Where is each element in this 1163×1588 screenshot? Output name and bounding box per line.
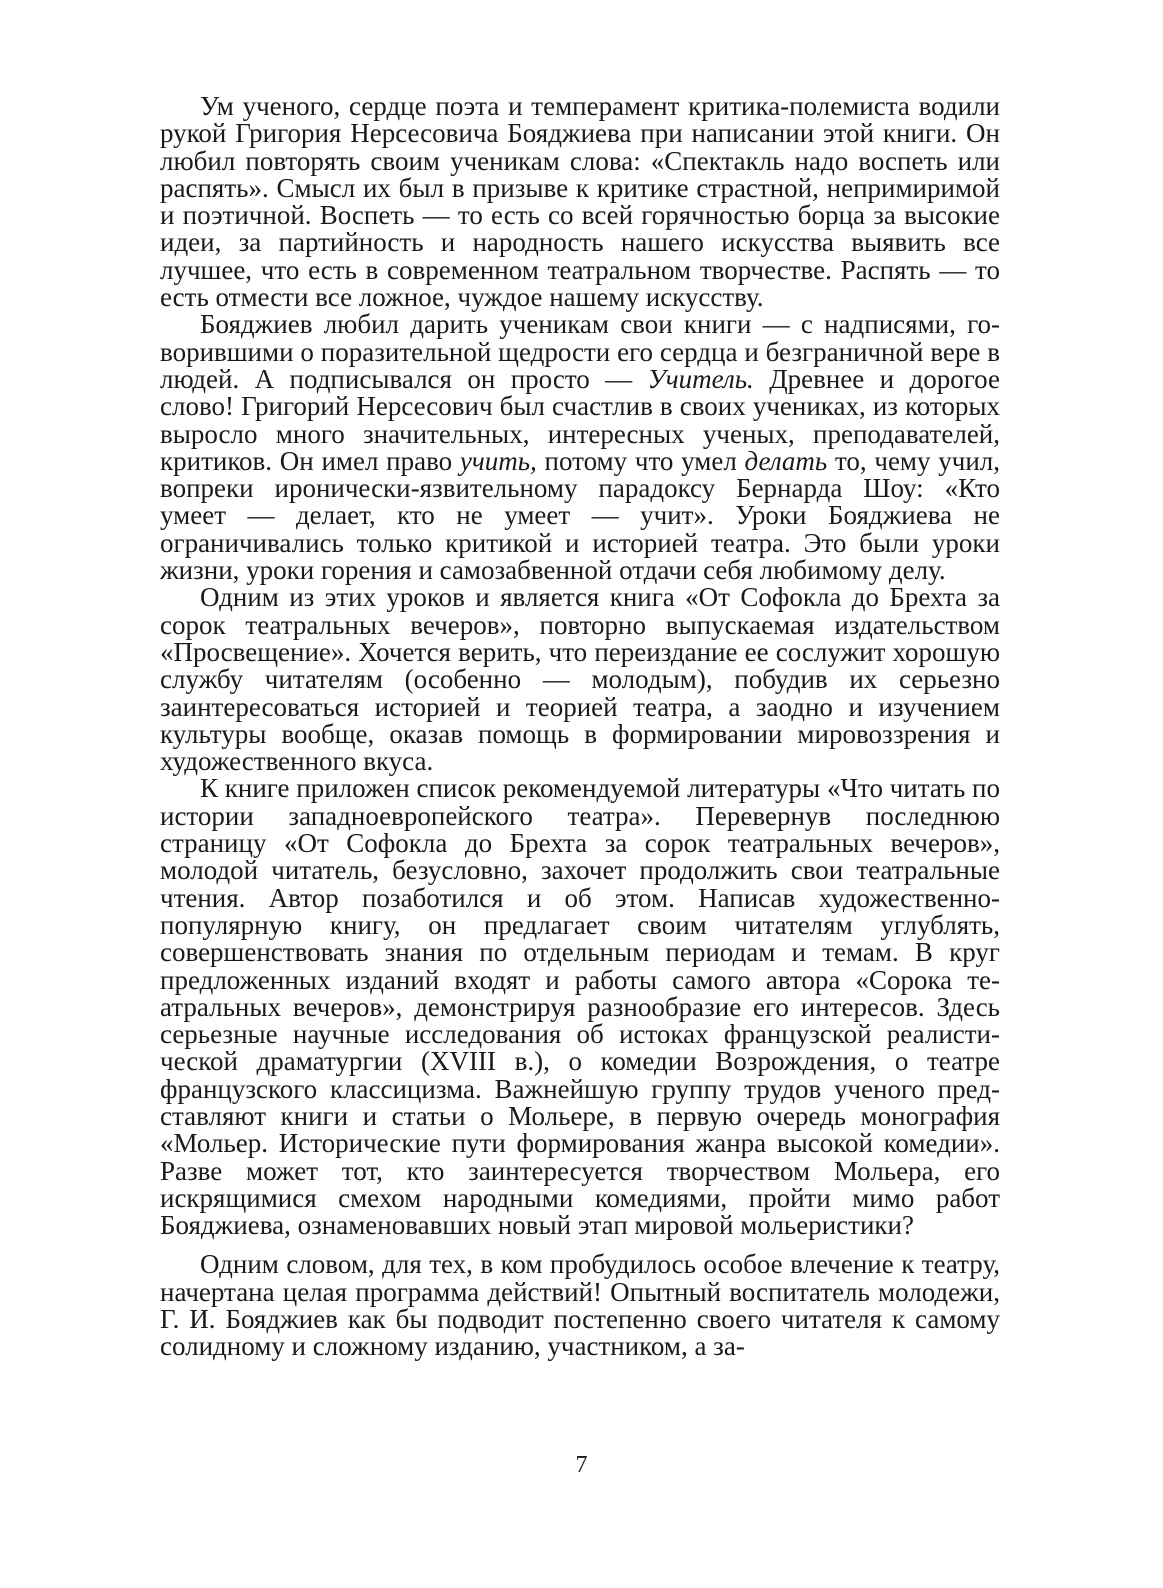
paragraph	[160, 775, 1000, 1239]
paragraph-text: Одним из этих уроков и является книга «От Софокла до Брехта за сорок театральных вечеров», повторно выпускаемая издательством «Просвещение». Хочется верить, что переиздание ее сослужит хорошую службу читателям (особенно — молодым), побудив их серьезно заинтересоваться историей и теорией театра, а заодно и изучением культуры вообще, оказав помощь в формировании мировоззрения и художественного вкуса.	[160, 582, 1000, 777]
body-text	[160, 93, 1000, 1361]
page-number: 7	[575, 1452, 588, 1478]
emphasis-text: учить,	[459, 445, 537, 476]
emphasis-text: делать	[744, 445, 828, 476]
paragraph-text: К книге приложен список рекомендуемой литературы «Что читать по истории западноевропейского театра». Перевернув последнюю страницу «От Софокла до Брехта за сорок театральных вечеров», молодой читатель, безусловно, захочет продолжить свои театральные чтения. Автор позаботился и об этом. Написав художественно-популярную книгу, он предлагает своим читателям углублять, совершенствовать знания по отдельным периодам и темам. В круг предложенных изданий входят и работы самого автора «Сорока театральных вечеров», демонстрируя разнообразие его интересов. Здесь серьезные научные исследования об истоках французской реалистической драматургии (XVIII в.), о комедии Возрождения, о театре французского классицизма. Важнейшую группу трудов ученого представляют книги и статьи о Мольере, в первую очередь монография «Мольер. Исторические пути формирования жанра высокой комедии». Разве может тот, кто заинтересуется творчеством Мольера, его искрящимися смехом народными комедиями, пройти мимо работ Бояджиева, ознаменовавших новый этап мировой мольeристики?	[160, 773, 1000, 1241]
paragraph-text: потому что умел	[536, 445, 745, 476]
paragraph-text: Древнее и дорогое слово! Григорий Нерсесович был счастлив в своих учениках, из которых выросло много значительных, интересных ученых, преподавателей, критиков. Он имел право	[160, 363, 1000, 476]
paragraph-text: Ум ученого, сердце поэта и темперамент критика-полемиста водили рукой Григория Нерсесовича Бояджиева при написании этой книги. Он любил повторять своим ученикам слова: «Спектакль надо воспеть или распять». Смысл их был в призыве к критике страстной, непримиримой и поэтичной. Воспеть — то есть со всей горячностью борца за высокие идеи, за партийность и народность нашего искусства выявить все лучшее, что есть в современном театральном творчестве. Распять — то есть отмести все ложное, чуждое нашему искусству.	[160, 91, 1000, 313]
paragraph-text: то, чему учил, вопреки иронически-язвительному парадоксу Бернарда Шоу: «Кто умеет — делает, кто не умеет — учит». Уроки Бояджиева не ограничивались только критикой и историей театра. Это были уроки жизни, уроки горения и самозабвенной отдачи себя любимому делу.	[160, 445, 1000, 586]
emphasis-text: Учитель.	[647, 363, 754, 394]
paragraph	[160, 1251, 1000, 1360]
paragraph	[160, 584, 1000, 775]
paragraph	[160, 93, 1000, 311]
paragraph	[160, 311, 1000, 584]
paragraph-text: Бояджиев любил дарить ученикам свои книги — с надписями, говорившими о поразительной щедрости его сердца и безграничной вере в людей. А подписывался он просто —	[160, 309, 1000, 394]
paragraph-text: Одним словом, для тех, в ком пробудилось особое влечение к театру, начертана целая программа действий! Опытный воспитатель молодежи, Г. И. Бояджиев как бы подводит постепенно своего читателя к самому солидному и сложному изданию, участником, а за-	[160, 1249, 1000, 1362]
